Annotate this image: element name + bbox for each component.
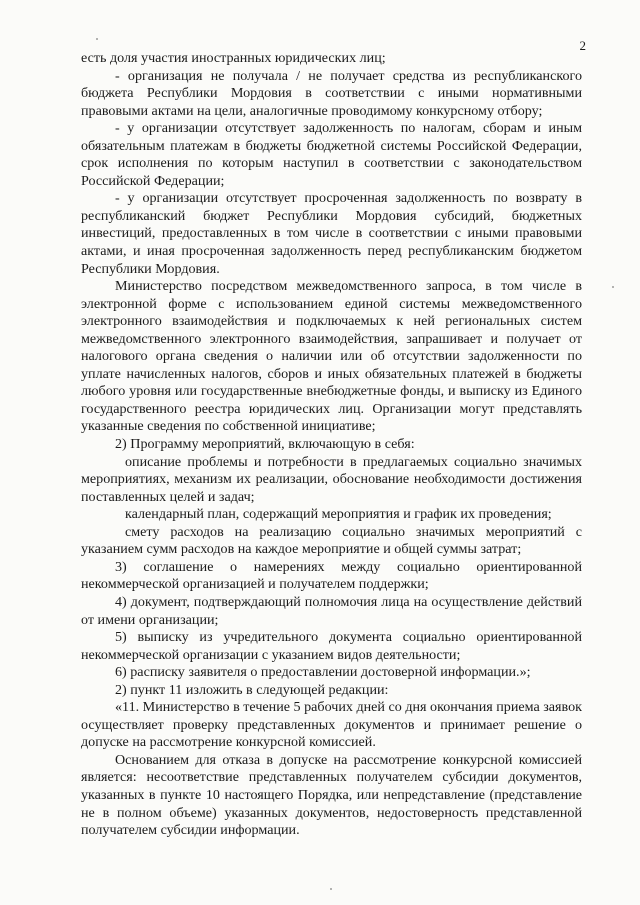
paragraph: 6) расписку заявителя о предоставлении достоверной информации.»; — [115, 664, 531, 681]
document-body — [81, 50, 582, 840]
paragraph: есть доля участия иностранных юридических лиц; — [81, 50, 386, 66]
paragraph: 3) соглашение о намерениях между социально ориентированной некоммерческой организацией и получателем поддержки; — [81, 558, 582, 593]
page-number: 2 — [579, 38, 586, 53]
scan-speck — [330, 888, 332, 890]
paragraph: 4) документ, подтверждающий полномочия лица на осуществление действий от имени организации; — [81, 593, 582, 628]
paragraph: «11. Министерство в течение 5 рабочих дней со дня окончания приема заявок осуществляет проверку представленных документов и принимает решение о допуске на рассмотрение конкурсной комиссией. — [81, 699, 582, 751]
scan-speck — [612, 286, 614, 288]
paragraph: 5) выписку из учредительного документа социально ориентированной некоммерческой организации с указанием видов деятельности; — [81, 629, 582, 663]
paragraph: описание проблемы и потребности в предлагаемых социально значимых мероприятиях, механизм их реализации, обоснование необходимости достижения поставленных целей и задач; — [81, 453, 582, 505]
paragraph: календарный план, содержащий мероприятия и график их проведения; — [125, 506, 552, 523]
paragraph: - организация не получала / не получает средства из республиканского бюджета Республики Мордовия в соответствии с иными нормативными правовыми актами на цели, аналогичные проводимому конкурсному отбору; — [81, 67, 582, 119]
paragraph: 2) Программу мероприятий, включающую в себя: — [115, 436, 415, 453]
paragraph: смету расходов на реализацию социально значимых мероприятий с указанием сумм расходов на каждое мероприятие и общей суммы затрат; — [81, 523, 582, 558]
paragraph: Министерство посредством межведомственного запроса, в том числе в электронной форме с использованием единой системы межведомственного электронного взаимодействия и подключаемых к ней региональных систем межведомственного электронного взаимодействия, запрашивает и получает от налогового органа сведения о наличии или об отсутствии задолженности по уплате начисленных налогов, сборов и иных обязательных платежей в бюджеты любого уровня или государственные внебюджетные фонды, и выписку из Единого государственного реестра юридических лиц. Организации могут представлять указанные сведения по собственной инициативе; — [81, 278, 582, 435]
paragraph: - у организации отсутствует просроченная задолженность по возврату в республиканский бюджет Республики Мордовия субсидий, бюджетных инвестиций, предоставленных в том числе в соответствии с иными правовыми актами, и иная просроченная задолженность перед республиканским бюджетом Республики Мордовия. — [81, 190, 582, 277]
scan-speck — [96, 38, 98, 40]
paragraph: Основанием для отказа в допуске на рассмотрение конкурсной комиссией является: несоответствие представленных получателем субсидии документов, указанных в пункте 10 настоящего Порядка, или непредставление (представление не в полном объеме) указанных документов, недостоверность представленной получателем субсидии информации. — [81, 751, 582, 839]
paragraph: 2) пункт 11 изложить в следующей редакции: — [115, 681, 389, 698]
paragraph: - у организации отсутствует задолженность по налогам, сборам и иным обязательным платежам в бюджеты бюджетной системы Российской Федерации, срок исполнения по которым наступил в соответствии с законодательством Российской Федерации; — [81, 120, 582, 189]
